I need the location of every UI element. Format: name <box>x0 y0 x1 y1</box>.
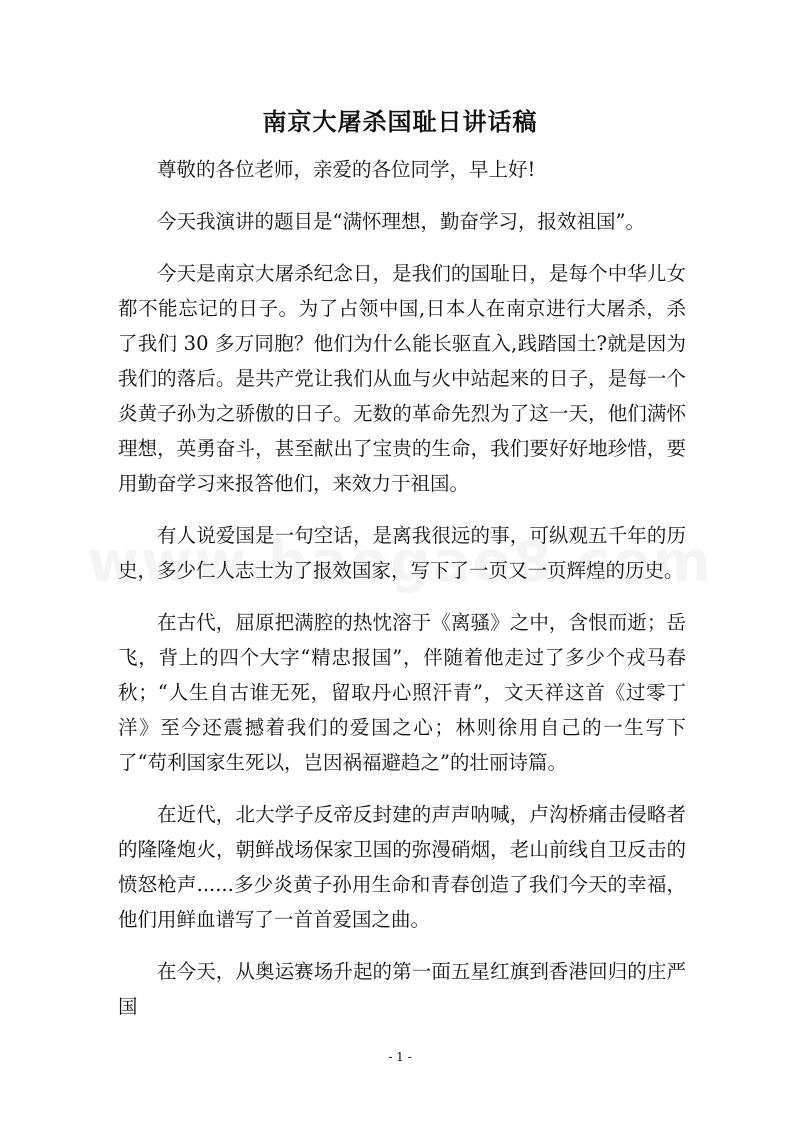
paragraph-memorial-day: 今天是南京大屠杀纪念日，是我们的国耻日，是每个中华儿女都不能忘记的日子。为了占领中国,日本人在南京进行大屠杀，杀了我们 30 多万同胞？他们为什么能长驱直入,践踏国土?就是因为我们的落后。是共产党让我们从血与火中站起来的日子，是每一个炎黄子孙为之骄傲的日子。无数的革命先烈为了这一天，他们满怀理想，英勇奋斗，甚至献出了宝贵的生命，我们要好好地珍惜，要用勤奋学习来报答他们，来效力于祖国。 <box>118 262 686 495</box>
paragraph-today: 在今天，从奥运赛场升起的第一面五星红旗到香港回归的庄严国 <box>118 960 686 1018</box>
paragraph-greeting: 尊敬的各位老师，亲爱的各位同学，早上好! <box>157 158 536 181</box>
paragraph-modern-times: 在近代，北大学子反帝反封建的声声呐喊，卢沟桥痛击侵略者的隆隆炮火，朝鲜战场保家卫国的弥漫硝烟，老山前线自卫反击的愤怒枪声......多少炎黄子孙用生命和青春创造了我们今天的幸福，他们用鲜血谱写了一首首爱国之曲。 <box>118 803 686 931</box>
document-title: 南京大屠杀国耻日讲话稿 <box>262 108 538 136</box>
page-number: - 1 - <box>388 1050 412 1064</box>
document-body <box>118 152 686 1041</box>
paragraph-ancient-times: 在古代，屈原把满腔的热忱溶于《离骚》之中，含恨而逝；岳飞，背上的四个大字“精忠报国”，伴随着他走过了多少个戎马春秋；“人生自古谁无死，留取丹心照汗青”，文天祥这首《过零丁洋》至今还震撼着我们的爱国之心；林则徐用自己的一生写下了“苟利国家生死以，岂因祸福避趋之”的壮丽诗篇。 <box>118 611 686 774</box>
paragraph-topic: 今天我演讲的题目是“满怀理想，勤奋学习，报效祖国”。 <box>157 210 645 233</box>
paragraph-patriotism-history: 有人说爱国是一句空话，是离我很远的事，可纵观五千年的历史，多少仁人志士为了报效国家，写下了一页又一页辉煌的历史。 <box>118 524 686 582</box>
